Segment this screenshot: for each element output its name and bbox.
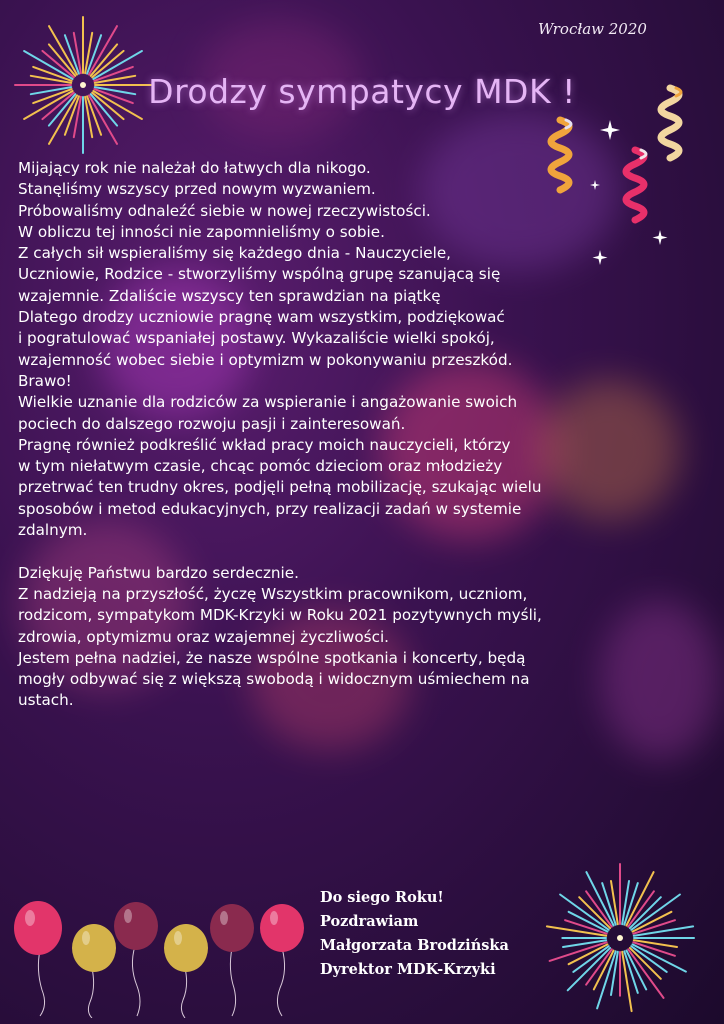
letter-line: wzajemność wobec siebie i optymizm w pokonywaniu przeszkód. <box>18 350 513 369</box>
letter-line: i pogratulować wspaniałej postawy. Wykazaliście wielki spokój, <box>18 329 495 348</box>
letter-line: W obliczu tej inności nie zapomnieliśmy o sobie. <box>18 222 385 241</box>
letter-line: Dlatego drodzy uczniowie pragnę wam wszystkim, podziękować <box>18 308 505 327</box>
city-year: Wrocław 2020 <box>538 20 647 38</box>
letter-line: Z nadzieją na przyszłość, życzę Wszystkim pracownikom, uczniom, <box>18 584 528 603</box>
letter-line: Dziękuję Państwu bardzo serdecznie. <box>18 563 299 582</box>
letter-line: wzajemnie. Zdaliście wszyscy ten sprawdzian na piątkę <box>18 286 441 305</box>
greeting: Do siego Roku! <box>320 889 444 906</box>
letter-line: rodzicom, sympatykom MDK-Krzyki w Roku 2021 pozytywnych myśli, <box>18 606 542 625</box>
letter-line: pociech do dalszego rozwoju pasji i zainteresowań. <box>18 414 406 433</box>
letter-line: Próbowaliśmy odnaleźć siebie w nowej rzeczywistości. <box>18 201 431 220</box>
letter-line: Stanęliśmy wszyscy przed nowym wyzwaniem. <box>18 180 376 199</box>
letter-line: przetrwać ten trudny okres, podjęli pełną mobilizację, szukając wielu <box>18 478 542 497</box>
letter-line <box>18 541 718 562</box>
letter-line: Wielkie uznanie dla rodziców za wspieranie i angażowanie swoich <box>18 393 518 412</box>
firework-icon <box>540 858 700 1018</box>
letter-body <box>18 158 718 712</box>
signer-role: Dyrektor MDK-Krzyki <box>320 961 496 978</box>
letter-line: Pragnę również podkreślić wkład pracy moich nauczycieli, którzy <box>18 435 511 454</box>
letter-line: Mijający rok nie należał do łatwych dla nikogo. <box>18 159 371 177</box>
letter-line: Brawo! <box>18 371 72 390</box>
letter-line: sposobów i metod edukacyjnych, przy realizacji zadań w systemie <box>18 499 522 518</box>
signature-block <box>320 886 550 982</box>
page-title: Drodzy sympatycy MDK ! <box>148 72 576 111</box>
balloons-icon <box>10 898 310 1018</box>
letter-line: Uczniowie, Rodzice - stworzyliśmy wspólną grupę szanującą się <box>18 265 501 284</box>
letter-line: w tym niełatwym czasie, chcąc pomóc dzieciom oraz młodzieży <box>18 457 503 476</box>
signer-name: Małgorzata Brodzińska <box>320 937 509 954</box>
letter-line: zdalnym. <box>18 521 88 540</box>
letter-line: Z całych sił wspieraliśmy się każdego dnia - Nauczyciele, <box>18 244 452 263</box>
letter-line: zdrowia, optymizmu oraz wzajemnej życzliwości. <box>18 627 389 646</box>
letter-line: ustach. <box>18 691 74 710</box>
letter-line: mogły odbywać się z większą swobodą i widocznym uśmiechem na <box>18 670 530 689</box>
regards: Pozdrawiam <box>320 913 419 930</box>
letter-line: Jestem pełna nadziei, że nasze wspólne spotkania i koncerty, będą <box>18 648 526 667</box>
